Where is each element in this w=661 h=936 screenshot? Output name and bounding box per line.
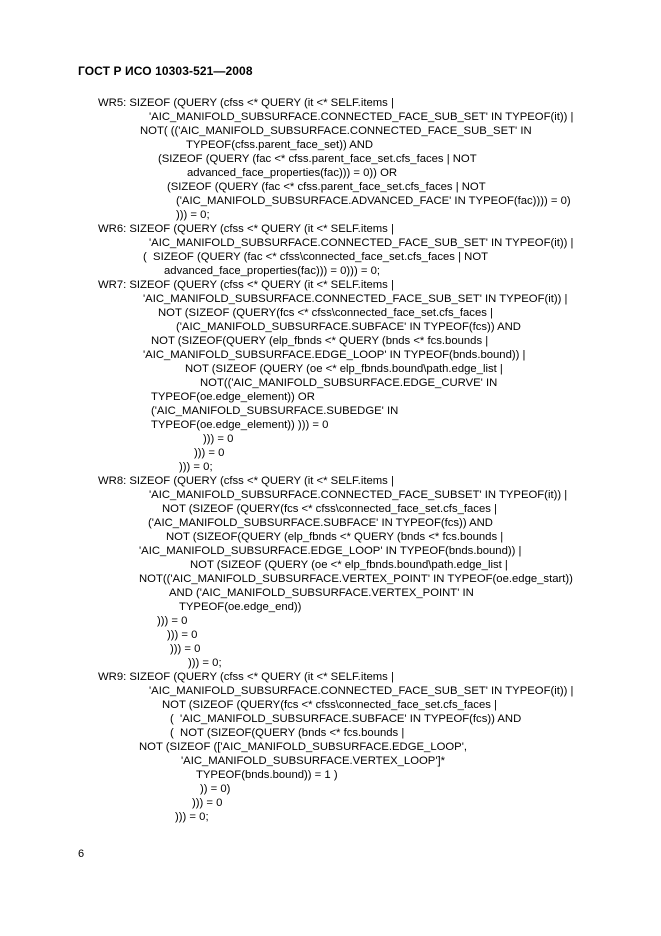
code-line: NOT (SIZEOF (QUERY(fcs <* cfss\connected_face_set.cfs_faces |	[162, 699, 497, 711]
code-line: NOT( (('AIC_MANIFOLD_SUBSURFACE.CONNECTED_FACE_SUB_SET' IN	[140, 125, 532, 137]
code-line: NOT (SIZEOF(QUERY (elp_fbnds <* QUERY (bnds <* fcs.bounds |	[151, 335, 489, 347]
code-line: ('AIC_MANIFOLD_SUBSURFACE.SUBEDGE' IN	[151, 405, 399, 417]
code-line: TYPEOF(oe.edge_end))	[179, 601, 302, 613]
code-line: (SIZEOF (QUERY (fac <* cfss.parent_face_set.cfs_faces | NOT	[167, 181, 486, 193]
code-line: WR9: SIZEOF (QUERY (cfss <* QUERY (it <* SELF.items |	[98, 671, 394, 683]
code-line: ))) = 0	[203, 433, 234, 445]
code-line: ('AIC_MANIFOLD_SUBSURFACE.SUBFACE' IN TYPEOF(fcs)) AND	[148, 517, 493, 529]
code-line: NOT (SIZEOF(QUERY (elp_fbnds <* QUERY (bnds <* fcs.bounds |	[166, 531, 504, 543]
code-line: ( 'AIC_MANIFOLD_SUBSURFACE.SUBFACE' IN TYPEOF(fcs)) AND	[170, 713, 522, 725]
code-line: (SIZEOF (QUERY (fac <* cfss.parent_face_set.cfs_faces | NOT	[158, 153, 477, 165]
code-line: ))) = 0;	[179, 461, 213, 473]
code-line: advanced_face_properties(fac))) = 0))) = 0;	[164, 265, 381, 277]
code-line: WR7: SIZEOF (QUERY (cfss <* QUERY (it <* SELF.items |	[98, 279, 394, 291]
code-line: )) = 0)	[200, 783, 231, 795]
code-line: 'AIC_MANIFOLD_SUBSURFACE.EDGE_LOOP' IN TYPEOF(bnds.bound)) |	[143, 349, 526, 361]
code-line: 'AIC_MANIFOLD_SUBSURFACE.CONNECTED_FACE_SUB_SET' IN TYPEOF(it)) |	[149, 685, 574, 697]
code-line: ('AIC_MANIFOLD_SUBSURFACE.SUBFACE' IN TYPEOF(fcs)) AND	[176, 321, 521, 333]
code-line: TYPEOF(bnds.bound)) = 1 )	[196, 769, 338, 781]
code-line: NOT(('AIC_MANIFOLD_SUBSURFACE.VERTEX_POINT' IN TYPEOF(oe.edge_start))	[139, 573, 573, 585]
code-line: NOT (SIZEOF (QUERY (oe <* elp_fbnds.bound\path.edge_list |	[190, 559, 508, 571]
code-line: TYPEOF(oe.edge_element)) ))) = 0	[151, 419, 329, 431]
code-line: ))) = 0	[170, 643, 201, 655]
code-line: ))) = 0	[192, 797, 223, 809]
code-line: NOT (SIZEOF (QUERY(fcs <* cfss\connected_face_set.cfs_faces |	[162, 503, 497, 515]
code-line: WR8: SIZEOF (QUERY (cfss <* QUERY (it <* SELF.items |	[98, 475, 394, 487]
code-line: AND ('AIC_MANIFOLD_SUBSURFACE.VERTEX_POINT' IN	[169, 587, 474, 599]
code-line: 'AIC_MANIFOLD_SUBSURFACE.CONNECTED_FACE_SUB_SET' IN TYPEOF(it)) |	[149, 237, 574, 249]
code-line: 'AIC_MANIFOLD_SUBSURFACE.CONNECTED_FACE_SUB_SET' IN TYPEOF(it)) |	[143, 293, 568, 305]
code-line: ))) = 0	[157, 615, 188, 627]
code-line: 'AIC_MANIFOLD_SUBSURFACE.CONNECTED_FACE_SUBSET' IN TYPEOF(it)) |	[149, 489, 568, 501]
code-line: ))) = 0;	[176, 209, 210, 221]
code-line: NOT (SIZEOF (QUERY(fcs <* cfss\connected_face_set.cfs_faces |	[158, 307, 493, 319]
code-line: 'AIC_MANIFOLD_SUBSURFACE.CONNECTED_FACE_SUB_SET' IN TYPEOF(it)) |	[149, 111, 574, 123]
code-line: NOT(('AIC_MANIFOLD_SUBSURFACE.EDGE_CURVE' IN	[200, 377, 498, 389]
code-line: 'AIC_MANIFOLD_SUBSURFACE.VERTEX_LOOP']*	[181, 755, 446, 767]
code-line: WR5: SIZEOF (QUERY (cfss <* QUERY (it <* SELF.items |	[98, 97, 394, 109]
code-line: ( NOT (SIZEOF(QUERY (bnds <* fcs.bounds |	[170, 727, 405, 739]
code-line: TYPEOF(cfss.parent_face_set)) AND	[186, 139, 374, 151]
code-line: TYPEOF(oe.edge_element)) OR	[151, 391, 315, 403]
code-line: NOT (SIZEOF (['AIC_MANIFOLD_SUBSURFACE.EDGE_LOOP',	[139, 741, 468, 753]
document-header: ГОСТ Р ИСО 10303-521—2008	[78, 64, 253, 78]
code-line: ('AIC_MANIFOLD_SUBSURFACE.ADVANCED_FACE' IN TYPEOF(fac)))) = 0)	[176, 195, 571, 207]
code-line: WR6: SIZEOF (QUERY (cfss <* QUERY (it <* SELF.items |	[98, 223, 394, 235]
code-line: ( SIZEOF (QUERY (fac <* cfss\connected_face_set.cfs_faces | NOT	[143, 251, 489, 263]
code-line: NOT (SIZEOF (QUERY (oe <* elp_fbnds.bound\path.edge_list |	[185, 363, 503, 375]
code-line: 'AIC_MANIFOLD_SUBSURFACE.EDGE_LOOP' IN TYPEOF(bnds.bound)) |	[139, 545, 522, 557]
code-line: ))) = 0;	[175, 811, 209, 823]
code-line: advanced_face_properties(fac))) = 0)) OR	[187, 167, 398, 179]
page-number: 6	[78, 848, 85, 860]
code-line: ))) = 0;	[188, 657, 222, 669]
code-line: ))) = 0	[167, 629, 198, 641]
code-line: ))) = 0	[194, 447, 225, 459]
